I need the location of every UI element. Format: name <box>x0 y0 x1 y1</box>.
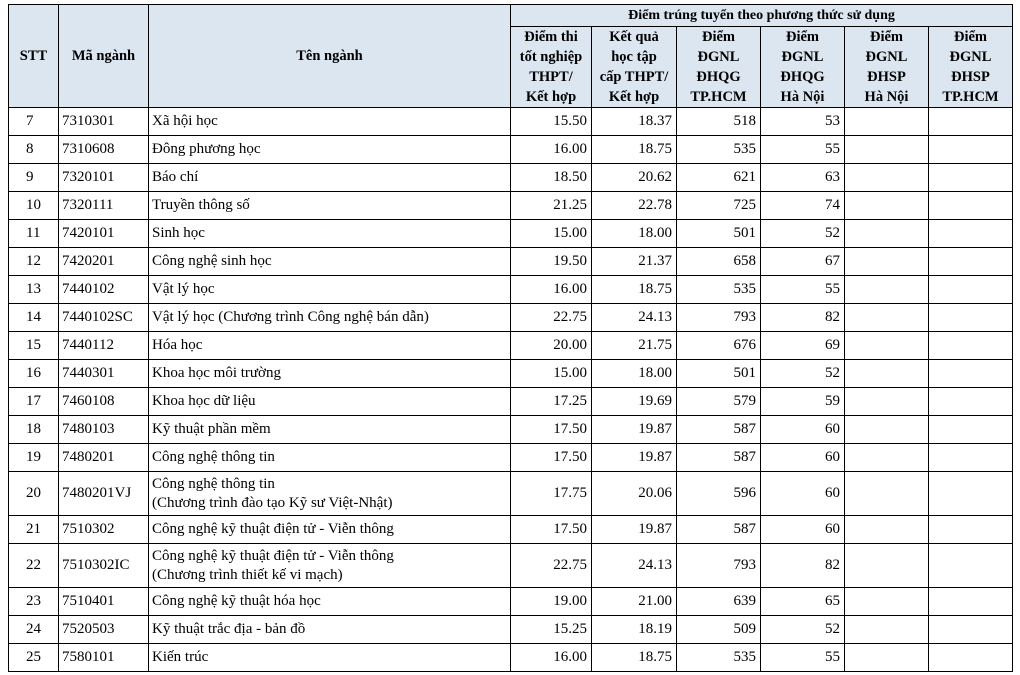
header-name: Tên ngành <box>149 5 511 108</box>
row-score-dgnl-dhqg-hcm: 793 <box>677 544 761 588</box>
header-dgnl-dhsp-hcm: Điểm ĐGNL ĐHSP TP.HCM <box>929 27 1013 108</box>
table-row <box>9 444 1013 472</box>
row-stt: 18 <box>9 416 59 444</box>
row-score-hocba: 19.69 <box>592 388 677 416</box>
row-score-dgnl-dhsp-hcm <box>929 136 1013 164</box>
row-score-thpt: 16.00 <box>511 644 592 672</box>
row-score-dgnl-dhqg-hcm: 587 <box>677 416 761 444</box>
header-hocba: Kết quả học tập cấp THPT/ Kết hợp <box>592 27 677 108</box>
row-major-name <box>149 192 511 220</box>
table-row <box>9 616 1013 644</box>
row-score-dgnl-dhsp-hn <box>845 544 929 588</box>
major-name-line: (Chương trình đào tạo Kỹ sư Việt-Nhật) <box>152 494 393 511</box>
row-major-code: 7420201 <box>59 248 149 276</box>
row-score-dgnl-dhsp-hn <box>845 388 929 416</box>
row-score-dgnl-dhqg-hcm: 596 <box>677 472 761 516</box>
row-score-dgnl-dhqg-hcm: 725 <box>677 192 761 220</box>
row-score-thpt: 17.75 <box>511 472 592 516</box>
row-score-dgnl-dhsp-hn <box>845 108 929 136</box>
row-score-dgnl-dhsp-hcm <box>929 644 1013 672</box>
table-row <box>9 360 1013 388</box>
table-row <box>9 220 1013 248</box>
row-major-name <box>149 444 511 472</box>
row-score-hocba: 19.87 <box>592 516 677 544</box>
row-score-hocba: 24.13 <box>592 544 677 588</box>
row-score-thpt: 19.50 <box>511 248 592 276</box>
row-score-dgnl-dhsp-hcm <box>929 416 1013 444</box>
row-score-thpt: 19.00 <box>511 588 592 616</box>
major-name-line: Công nghệ thông tin <box>152 449 275 465</box>
row-score-thpt: 17.50 <box>511 516 592 544</box>
row-stt: 19 <box>9 444 59 472</box>
row-score-thpt: 18.50 <box>511 164 592 192</box>
header-dgnl-dhqg-hn: Điểm ĐGNL ĐHQG Hà Nội <box>761 27 845 108</box>
row-score-dgnl-dhqg-hcm: 658 <box>677 248 761 276</box>
row-score-dgnl-dhsp-hcm <box>929 444 1013 472</box>
row-score-dgnl-dhqg-hn: 74 <box>761 192 845 220</box>
row-major-name <box>149 472 511 516</box>
row-score-thpt: 16.00 <box>511 136 592 164</box>
row-score-hocba: 18.19 <box>592 616 677 644</box>
row-score-dgnl-dhsp-hcm <box>929 388 1013 416</box>
row-score-dgnl-dhsp-hn <box>845 616 929 644</box>
row-score-dgnl-dhqg-hn: 59 <box>761 388 845 416</box>
row-score-hocba: 19.87 <box>592 416 677 444</box>
row-score-dgnl-dhqg-hcm: 501 <box>677 360 761 388</box>
row-score-thpt: 20.00 <box>511 332 592 360</box>
row-major-name <box>149 360 511 388</box>
row-score-dgnl-dhsp-hcm <box>929 516 1013 544</box>
row-stt: 25 <box>9 644 59 672</box>
row-score-dgnl-dhsp-hcm <box>929 472 1013 516</box>
row-score-dgnl-dhsp-hn <box>845 136 929 164</box>
row-stt: 14 <box>9 304 59 332</box>
row-score-hocba: 22.78 <box>592 192 677 220</box>
row-score-dgnl-dhqg-hn: 55 <box>761 136 845 164</box>
row-major-name <box>149 136 511 164</box>
table-row <box>9 588 1013 616</box>
row-score-dgnl-dhsp-hcm <box>929 304 1013 332</box>
row-score-dgnl-dhsp-hcm <box>929 588 1013 616</box>
row-stt: 16 <box>9 360 59 388</box>
row-score-dgnl-dhqg-hcm: 579 <box>677 388 761 416</box>
row-score-dgnl-dhqg-hn: 82 <box>761 544 845 588</box>
row-score-dgnl-dhqg-hn: 55 <box>761 276 845 304</box>
row-score-dgnl-dhqg-hcm: 535 <box>677 276 761 304</box>
row-major-code: 7480103 <box>59 416 149 444</box>
major-name-line: Vật lý học (Chương trình Công nghệ bán dẫn) <box>152 309 429 325</box>
row-score-dgnl-dhqg-hcm: 509 <box>677 616 761 644</box>
row-score-dgnl-dhsp-hcm <box>929 544 1013 588</box>
header-dgnl-dhsp-hn: Điểm ĐGNL ĐHSP Hà Nội <box>845 27 929 108</box>
table-row <box>9 108 1013 136</box>
row-major-code: 7440102SC <box>59 304 149 332</box>
row-score-hocba: 21.37 <box>592 248 677 276</box>
row-score-dgnl-dhsp-hn <box>845 416 929 444</box>
row-score-dgnl-dhqg-hcm: 535 <box>677 136 761 164</box>
major-name-line: Xã hội học <box>152 113 218 129</box>
row-score-dgnl-dhsp-hn <box>845 588 929 616</box>
row-stt: 22 <box>9 544 59 588</box>
row-stt: 11 <box>9 220 59 248</box>
row-stt: 20 <box>9 472 59 516</box>
row-score-dgnl-dhqg-hn: 63 <box>761 164 845 192</box>
table-row <box>9 332 1013 360</box>
row-score-dgnl-dhqg-hcm: 639 <box>677 588 761 616</box>
row-score-dgnl-dhsp-hcm <box>929 164 1013 192</box>
major-name-line: Truyền thông số <box>152 197 250 213</box>
row-score-dgnl-dhsp-hcm <box>929 360 1013 388</box>
row-score-dgnl-dhqg-hn: 67 <box>761 248 845 276</box>
row-major-name <box>149 588 511 616</box>
table-row <box>9 136 1013 164</box>
major-name-line: Công nghệ thông tin <box>152 475 275 492</box>
row-stt: 15 <box>9 332 59 360</box>
row-score-dgnl-dhsp-hcm <box>929 276 1013 304</box>
row-score-dgnl-dhqg-hn: 60 <box>761 472 845 516</box>
row-major-name <box>149 544 511 588</box>
row-stt: 7 <box>9 108 59 136</box>
header-group: Điểm trúng tuyển theo phương thức sử dụng <box>511 5 1013 27</box>
row-score-hocba: 18.75 <box>592 644 677 672</box>
row-major-code: 7440102 <box>59 276 149 304</box>
table-body <box>9 108 1013 672</box>
row-major-name <box>149 416 511 444</box>
major-name-line: Kỹ thuật trắc địa - bản đồ <box>152 621 306 637</box>
row-score-dgnl-dhsp-hn <box>845 220 929 248</box>
row-score-dgnl-dhsp-hn <box>845 360 929 388</box>
row-stt: 17 <box>9 388 59 416</box>
table-row <box>9 276 1013 304</box>
row-score-dgnl-dhqg-hn: 69 <box>761 332 845 360</box>
row-score-thpt: 15.00 <box>511 360 592 388</box>
row-score-hocba: 18.00 <box>592 360 677 388</box>
row-score-dgnl-dhqg-hcm: 518 <box>677 108 761 136</box>
row-major-code: 7480201VJ <box>59 472 149 516</box>
row-score-hocba: 18.75 <box>592 136 677 164</box>
major-name-line: Kiến trúc <box>152 649 209 665</box>
row-major-name <box>149 164 511 192</box>
table-row <box>9 516 1013 544</box>
row-stt: 23 <box>9 588 59 616</box>
major-name-line: Sinh học <box>152 225 205 241</box>
row-major-name <box>149 276 511 304</box>
row-major-code: 7310608 <box>59 136 149 164</box>
row-major-code: 7320111 <box>59 192 149 220</box>
row-stt: 12 <box>9 248 59 276</box>
table-row <box>9 164 1013 192</box>
admission-scores-table-container <box>8 4 1013 672</box>
row-score-thpt: 22.75 <box>511 544 592 588</box>
row-score-thpt: 21.25 <box>511 192 592 220</box>
row-score-dgnl-dhqg-hcm: 587 <box>677 444 761 472</box>
row-major-name <box>149 516 511 544</box>
row-score-thpt: 17.25 <box>511 388 592 416</box>
row-score-hocba: 21.75 <box>592 332 677 360</box>
table-row <box>9 192 1013 220</box>
row-score-dgnl-dhsp-hcm <box>929 192 1013 220</box>
row-score-dgnl-dhqg-hcm: 535 <box>677 644 761 672</box>
row-major-name <box>149 248 511 276</box>
row-score-dgnl-dhsp-hcm <box>929 108 1013 136</box>
row-score-dgnl-dhsp-hn <box>845 332 929 360</box>
row-score-dgnl-dhqg-hn: 52 <box>761 616 845 644</box>
major-name-line: Công nghệ kỹ thuật hóa học <box>152 593 321 609</box>
row-score-dgnl-dhsp-hn <box>845 164 929 192</box>
row-score-dgnl-dhsp-hn <box>845 304 929 332</box>
row-stt: 8 <box>9 136 59 164</box>
header-dgnl-dhqg-hcm: Điểm ĐGNL ĐHQG TP.HCM <box>677 27 761 108</box>
row-score-dgnl-dhqg-hcm: 621 <box>677 164 761 192</box>
row-major-code: 7510302IC <box>59 544 149 588</box>
row-major-code: 7310301 <box>59 108 149 136</box>
row-score-dgnl-dhsp-hcm <box>929 220 1013 248</box>
row-score-dgnl-dhqg-hn: 52 <box>761 220 845 248</box>
row-major-name <box>149 108 511 136</box>
row-major-name <box>149 332 511 360</box>
row-score-thpt: 15.50 <box>511 108 592 136</box>
row-major-code: 7510302 <box>59 516 149 544</box>
row-major-name <box>149 304 511 332</box>
row-score-dgnl-dhqg-hcm: 793 <box>677 304 761 332</box>
row-major-name <box>149 644 511 672</box>
row-score-thpt: 22.75 <box>511 304 592 332</box>
row-major-name <box>149 616 511 644</box>
row-score-thpt: 17.50 <box>511 444 592 472</box>
table-row <box>9 248 1013 276</box>
row-major-code: 7510401 <box>59 588 149 616</box>
major-name-line: Đông phương học <box>152 141 261 157</box>
row-score-dgnl-dhqg-hcm: 587 <box>677 516 761 544</box>
row-score-dgnl-dhqg-hn: 60 <box>761 444 845 472</box>
major-name-line: Công nghệ kỹ thuật điện tử - Viễn thông <box>152 547 394 564</box>
major-name-line: (Chương trình thiết kế vi mạch) <box>152 566 343 583</box>
row-score-dgnl-dhqg-hn: 60 <box>761 416 845 444</box>
major-name-line: Kỹ thuật phần mềm <box>152 421 271 437</box>
row-major-code: 7580101 <box>59 644 149 672</box>
table-row <box>9 304 1013 332</box>
row-score-dgnl-dhsp-hn <box>845 444 929 472</box>
row-score-hocba: 20.06 <box>592 472 677 516</box>
row-score-hocba: 21.00 <box>592 588 677 616</box>
row-major-name <box>149 220 511 248</box>
row-score-dgnl-dhsp-hn <box>845 192 929 220</box>
table-header <box>9 5 1013 108</box>
major-name-line: Công nghệ sinh học <box>152 253 272 269</box>
row-score-dgnl-dhsp-hcm <box>929 332 1013 360</box>
table-row <box>9 644 1013 672</box>
header-code: Mã ngành <box>59 5 149 108</box>
row-score-hocba: 18.75 <box>592 276 677 304</box>
row-score-hocba: 24.13 <box>592 304 677 332</box>
row-score-dgnl-dhsp-hn <box>845 276 929 304</box>
row-score-dgnl-dhsp-hn <box>845 516 929 544</box>
row-score-dgnl-dhsp-hn <box>845 472 929 516</box>
row-score-dgnl-dhsp-hn <box>845 644 929 672</box>
row-stt: 24 <box>9 616 59 644</box>
table-row <box>9 388 1013 416</box>
header-thpt: Điểm thi tốt nghiệp THPT/ Kết hợp <box>511 27 592 108</box>
row-score-thpt: 17.50 <box>511 416 592 444</box>
row-score-hocba: 20.62 <box>592 164 677 192</box>
admission-scores-table <box>8 4 1013 672</box>
major-name-line: Khoa học môi trường <box>152 365 281 381</box>
row-major-code: 7320101 <box>59 164 149 192</box>
row-score-hocba: 19.87 <box>592 444 677 472</box>
row-score-thpt: 15.00 <box>511 220 592 248</box>
row-score-dgnl-dhqg-hn: 52 <box>761 360 845 388</box>
row-major-code: 7480201 <box>59 444 149 472</box>
row-major-code: 7520503 <box>59 616 149 644</box>
row-stt: 9 <box>9 164 59 192</box>
row-major-code: 7420101 <box>59 220 149 248</box>
row-major-code: 7440112 <box>59 332 149 360</box>
major-name-line: Báo chí <box>152 169 199 185</box>
row-score-dgnl-dhqg-hn: 82 <box>761 304 845 332</box>
row-score-dgnl-dhqg-hn: 65 <box>761 588 845 616</box>
row-stt: 13 <box>9 276 59 304</box>
row-score-dgnl-dhqg-hcm: 676 <box>677 332 761 360</box>
row-major-name <box>149 388 511 416</box>
row-score-hocba: 18.37 <box>592 108 677 136</box>
row-score-dgnl-dhsp-hn <box>845 248 929 276</box>
row-score-thpt: 16.00 <box>511 276 592 304</box>
row-score-hocba: 18.00 <box>592 220 677 248</box>
row-score-dgnl-dhsp-hcm <box>929 248 1013 276</box>
major-name-line: Công nghệ kỹ thuật điện tử - Viễn thông <box>152 521 394 537</box>
row-stt: 10 <box>9 192 59 220</box>
row-score-thpt: 15.25 <box>511 616 592 644</box>
major-name-line: Hóa học <box>152 337 203 353</box>
table-row <box>9 472 1013 516</box>
table-row <box>9 544 1013 588</box>
row-major-code: 7440301 <box>59 360 149 388</box>
table-row <box>9 416 1013 444</box>
header-stt: STT <box>9 5 59 108</box>
row-score-dgnl-dhqg-hn: 55 <box>761 644 845 672</box>
row-score-dgnl-dhqg-hn: 60 <box>761 516 845 544</box>
row-stt: 21 <box>9 516 59 544</box>
major-name-line: Vật lý học <box>152 281 215 297</box>
row-major-code: 7460108 <box>59 388 149 416</box>
row-score-dgnl-dhsp-hcm <box>929 616 1013 644</box>
row-score-dgnl-dhqg-hcm: 501 <box>677 220 761 248</box>
row-score-dgnl-dhqg-hn: 53 <box>761 108 845 136</box>
major-name-line: Khoa học dữ liệu <box>152 393 256 409</box>
